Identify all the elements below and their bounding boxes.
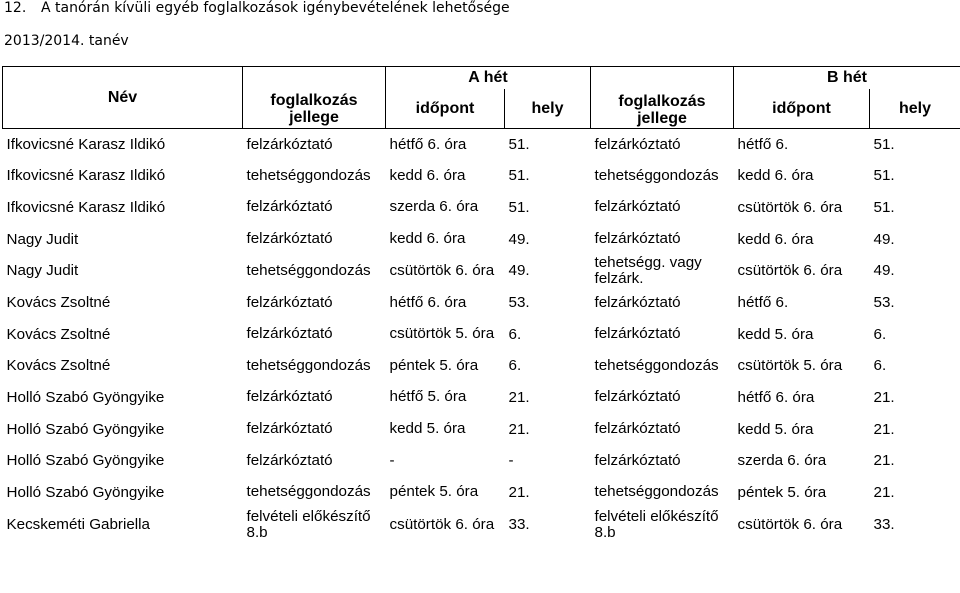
cell-a-time: kedd 6. óra	[389, 230, 466, 248]
cell-a-type: tehetséggondozás	[246, 483, 371, 501]
header-b-time: időpont	[734, 89, 870, 129]
cell-b-place: 21.	[873, 388, 895, 406]
cell-b-type: tehetséggondozás	[594, 483, 719, 501]
cell-a-time: szerda 6. óra	[389, 198, 479, 216]
cell-teacher-name: Kovács Zsoltné	[6, 294, 111, 312]
cell-a-time: csütörtök 6. óra	[389, 515, 495, 533]
cell-b-time: csütörtök 6. óra	[737, 516, 843, 534]
schedule-table	[2, 66, 960, 541]
cell-a-time: péntek 5. óra	[389, 356, 479, 374]
table-row	[3, 350, 960, 382]
cell-b-type: tehetséggondozás	[594, 166, 719, 184]
cell-b-time: hétfő 6.	[737, 294, 789, 312]
cell-a-type: tehetséggondozás	[246, 356, 371, 374]
section-heading	[4, 0, 510, 16]
cell-a-type: felzárkóztató	[246, 325, 333, 343]
cell-a-place: 51.	[508, 136, 530, 154]
cell-b-place: 21.	[873, 420, 895, 438]
cell-b-time: kedd 6. óra	[737, 230, 814, 248]
table-row	[3, 192, 960, 224]
header-week-a: A hét	[386, 67, 591, 89]
table-row	[3, 129, 960, 161]
cell-b-type: felzárkóztató	[594, 451, 681, 469]
header-a-place: hely	[505, 89, 591, 129]
cell-b-time: kedd 5. óra	[737, 420, 814, 438]
cell-b-place: 49.	[873, 262, 895, 280]
cell-a-type: felzárkóztató	[246, 135, 333, 153]
cell-teacher-name: Kovács Zsoltné	[6, 325, 111, 343]
cell-b-type: felzárkóztató	[594, 293, 681, 311]
cell-b-type: felzárkóztató	[594, 325, 681, 343]
header-a-type	[243, 67, 386, 129]
cell-a-place: 6.	[508, 357, 522, 375]
cell-b-type: felzárkóztató	[594, 388, 681, 406]
cell-a-place: -	[508, 452, 514, 470]
table-row	[3, 160, 960, 192]
cell-b-place: 33.	[873, 516, 895, 534]
cell-b-time: csütörtök 5. óra	[737, 357, 843, 375]
cell-a-type: felzárkóztató	[246, 420, 333, 438]
cell-a-time: hétfő 6. óra	[389, 135, 467, 153]
cell-b-place: 21.	[873, 483, 895, 501]
table-row	[3, 476, 960, 508]
cell-a-time: csütörtök 6. óra	[389, 261, 495, 279]
cell-b-place: 21.	[873, 452, 895, 470]
header-week-b: B hét	[734, 67, 960, 89]
cell-teacher-name: Holló Szabó Gyöngyike	[6, 483, 165, 501]
cell-b-place: 6.	[873, 357, 887, 375]
header-a-time: időpont	[386, 89, 505, 129]
table-row	[3, 255, 960, 287]
header-b-place: hely	[870, 89, 960, 129]
header-b-type-label: foglalkozás jellege	[618, 93, 706, 127]
cell-b-place: 51.	[873, 167, 895, 185]
cell-a-type: felzárkóztató	[246, 388, 333, 406]
header-b-type	[591, 67, 734, 129]
cell-b-type: felzárkóztató	[594, 420, 681, 438]
cell-b-time: péntek 5. óra	[737, 483, 827, 501]
cell-a-place: 49.	[508, 262, 530, 280]
cell-b-place: 6.	[873, 325, 887, 343]
cell-a-place: 33.	[508, 516, 530, 534]
cell-teacher-name: Holló Szabó Gyöngyike	[6, 388, 165, 406]
cell-a-place: 49.	[508, 230, 530, 248]
cell-b-time: hétfő 6.	[737, 136, 789, 154]
cell-a-type: felzárkóztató	[246, 293, 333, 311]
cell-a-time: csütörtök 5. óra	[389, 325, 495, 343]
cell-a-type: felvételi előkészítő 8.b	[246, 508, 371, 541]
section-number: 12.	[4, 0, 27, 16]
cell-teacher-name: Holló Szabó Gyöngyike	[6, 452, 165, 470]
cell-a-time: péntek 5. óra	[389, 483, 479, 501]
section-title: A tanórán kívüli egyéb foglalkozások igénybevételének lehetősége	[41, 0, 510, 16]
cell-a-time: -	[389, 451, 395, 469]
table-row	[3, 318, 960, 350]
cell-a-place: 21.	[508, 483, 530, 501]
cell-b-time: szerda 6. óra	[737, 452, 827, 470]
cell-b-time: csütörtök 6. óra	[737, 262, 843, 280]
cell-a-time: kedd 6. óra	[389, 166, 466, 184]
cell-a-time: hétfő 6. óra	[389, 293, 467, 311]
cell-b-time: kedd 6. óra	[737, 167, 814, 185]
cell-b-type: felzárkóztató	[594, 198, 681, 216]
schedule-rows	[3, 129, 960, 542]
cell-b-type: felzárkóztató	[594, 230, 681, 248]
cell-b-place: 51.	[873, 198, 895, 216]
cell-teacher-name: Kovács Zsoltné	[6, 357, 111, 375]
cell-a-place: 51.	[508, 167, 530, 185]
cell-a-place: 21.	[508, 388, 530, 406]
cell-b-type: tehetségg. vagy felzárk.	[594, 254, 702, 287]
table-row	[3, 508, 960, 541]
cell-a-type: tehetséggondozás	[246, 261, 371, 279]
table-row	[3, 223, 960, 255]
cell-b-time: kedd 5. óra	[737, 325, 814, 343]
cell-a-place: 53.	[508, 294, 530, 312]
cell-a-time: kedd 5. óra	[389, 420, 466, 438]
cell-b-type: felvételi előkészítő 8.b	[594, 508, 719, 541]
cell-b-place: 51.	[873, 136, 895, 154]
cell-teacher-name: Holló Szabó Gyöngyike	[6, 420, 165, 438]
table-row	[3, 287, 960, 319]
cell-a-place: 21.	[508, 420, 530, 438]
table-row	[3, 382, 960, 414]
header-a-type-label: foglalkozás jellege	[270, 92, 358, 126]
cell-a-type: felzárkóztató	[246, 230, 333, 248]
cell-b-type: felzárkóztató	[594, 135, 681, 153]
cell-a-place: 6.	[508, 325, 522, 343]
cell-teacher-name: Ifkovicsné Karasz Ildikó	[6, 167, 166, 185]
cell-b-type: tehetséggondozás	[594, 356, 719, 374]
cell-teacher-name: Nagy Judit	[6, 262, 79, 280]
cell-a-time: hétfő 5. óra	[389, 388, 467, 406]
cell-teacher-name: Ifkovicsné Karasz Ildikó	[6, 198, 166, 216]
cell-a-place: 51.	[508, 198, 530, 216]
cell-teacher-name: Ifkovicsné Karasz Ildikó	[6, 136, 166, 154]
cell-b-place: 49.	[873, 230, 895, 248]
school-year: 2013/2014. tanév	[4, 33, 129, 49]
table-row	[3, 445, 960, 477]
cell-a-type: felzárkóztató	[246, 451, 333, 469]
cell-b-place: 53.	[873, 294, 895, 312]
table-row	[3, 413, 960, 445]
cell-b-time: csütörtök 6. óra	[737, 198, 843, 216]
cell-b-time: hétfő 6. óra	[737, 388, 815, 406]
cell-teacher-name: Kecskeméti Gabriella	[6, 516, 150, 534]
cell-a-type: tehetséggondozás	[246, 166, 371, 184]
header-name: Név	[3, 67, 243, 129]
cell-a-type: felzárkóztató	[246, 198, 333, 216]
cell-teacher-name: Nagy Judit	[6, 230, 79, 248]
